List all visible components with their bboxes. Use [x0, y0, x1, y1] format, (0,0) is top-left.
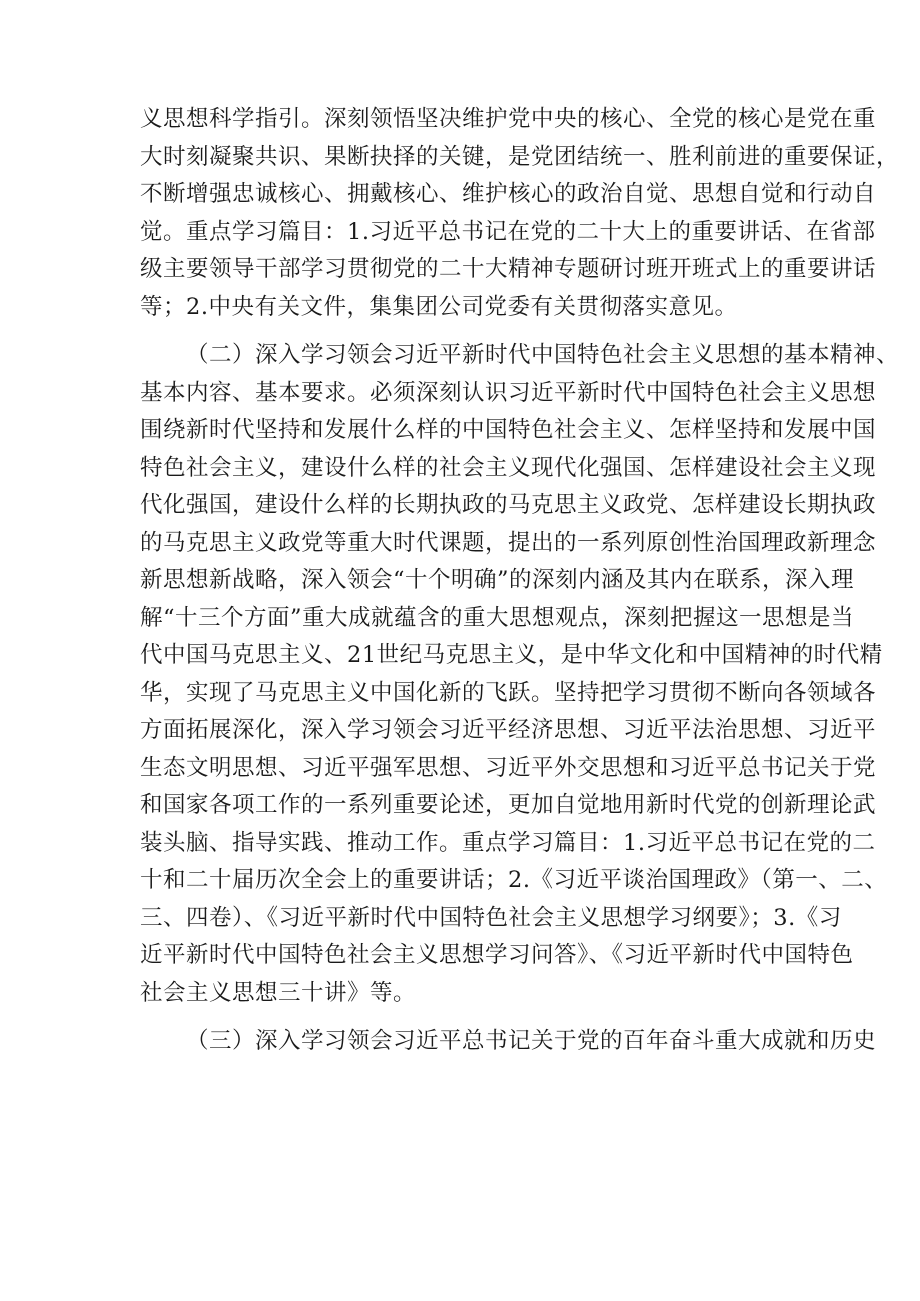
text-line: 十和二十届历次全会上的重要讲话；2.《习近平谈治国理政》（第一、二、 [140, 867, 888, 893]
text-line: 的马克思主义政党等重大时代课题，提出的一系列原创性治国理政新理念 [140, 529, 877, 556]
text-line: （三）深入学习领会习近平总书记关于党的百年奋斗重大成就和历史 [186, 1028, 877, 1054]
text-line: 生态文明思想、习近平强军思想、习近平外交思想和习近平总书记关于党 [140, 754, 877, 781]
text-line: 不断增强忠诚核心、拥戴核心、维护核心的政治自觉、思想自觉和行动自 [140, 181, 877, 207]
text-line: 华，实现了马克思主义中国化新的飞跃。坚持把学习贯彻不断向各领域各 [140, 679, 877, 706]
text-line: 围绕新时代坚持和发展什么样的中国特色社会主义、怎样坚持和发展中国 [140, 417, 877, 443]
paragraph-spacer [140, 1012, 790, 1023]
paragraph-2 [140, 337, 900, 1012]
paragraph-3 [140, 1023, 877, 1061]
text-line: （二）深入学习领会习近平新时代中国特色社会主义思想的基本精神、 [186, 342, 900, 368]
paragraph-spacer [140, 326, 790, 337]
text-line: 新思想新战略，深入领会“十个明确”的深刻内涵及其内在联系，深入理 [140, 567, 855, 593]
text-line: 方面拓展深化，深入学习领会习近平经济思想、习近平法治思想、习近平 [140, 717, 877, 743]
text-line: 近平新时代中国特色社会主义思想学习问答》、《习近平新时代中国特色 [140, 942, 854, 968]
text-line: 基本内容、基本要求。必须深刻认识习近平新时代中国特色社会主义思想 [140, 379, 877, 406]
text-line: 大时刻凝聚共识、果断抉择的关键，是党团结统一、胜利前进的重要保证， [140, 143, 900, 170]
document-body [140, 101, 900, 1061]
text-line: 特色社会主义，建设什么样的社会主义现代化强国、怎样建设社会主义现 [140, 454, 877, 481]
text-line: 装头脑、指导实践、推动工作。重点学习篇目：1.习近平总书记在党的二 [140, 829, 876, 856]
text-line: 觉。重点学习篇目：1.习近平总书记在党的二十大上的重要讲话、在省部 [140, 218, 876, 245]
text-line: 义思想科学指引。深刻领悟坚决维护党中央的核心、全党的核心是党在重 [140, 106, 877, 132]
paragraph-1 [140, 101, 900, 326]
text-line: 等；2.中央有关文件，集集团公司党委有关贯彻落实意见。 [140, 293, 738, 320]
text-line: 级主要领导干部学习贯彻党的二十大精神专题研讨班开班式上的重要讲话 [140, 256, 877, 282]
text-line: 代化强国，建设什么样的长期执政的马克思主义政党、怎样建设长期执政 [140, 492, 877, 518]
text-line: 解“十三个方面”重大成就蕴含的重大思想观点，深刻把握这一思想是当 [140, 604, 855, 631]
text-line: 和国家各项工作的一系列重要论述，更加自觉地用新时代党的创新理论武 [140, 792, 877, 818]
text-line: 三、四卷）、《习近平新时代中国特色社会主义思想学习纲要》；3.《习 [140, 904, 842, 931]
text-line: 代中国马克思主义、21世纪马克思主义，是中华文化和中国精神的时代精 [140, 642, 883, 668]
text-line: 社会主义思想三十讲》等。 [140, 979, 417, 1006]
